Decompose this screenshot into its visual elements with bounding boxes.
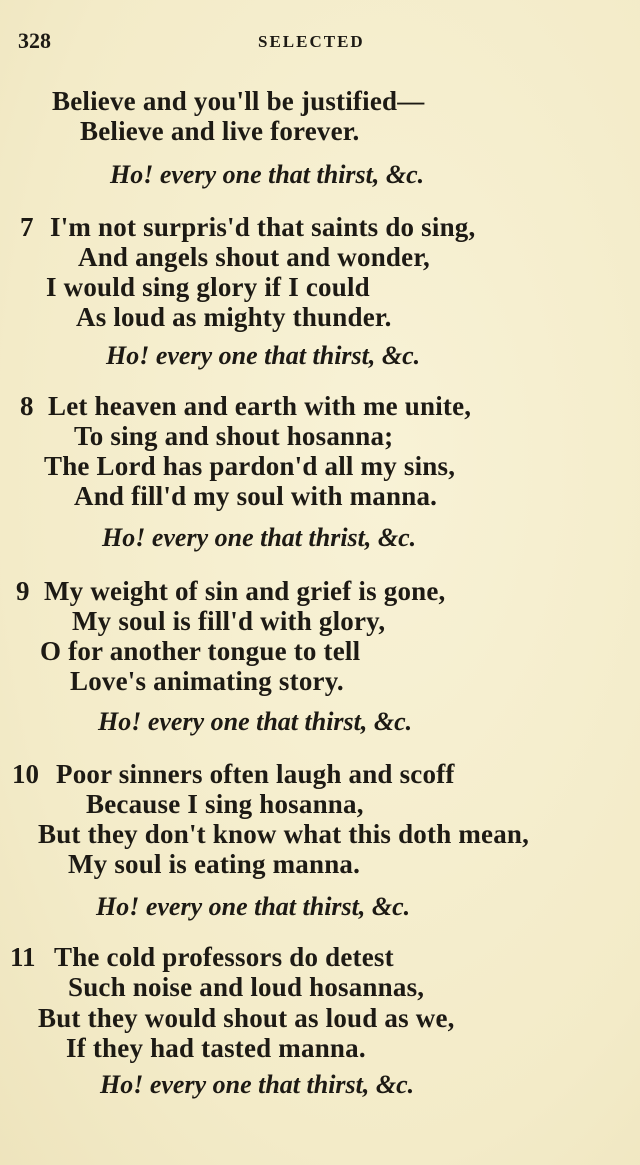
verse-line: Such noise and loud hosannas, [68,972,425,1002]
verse-line: And fill'd my soul with manna. [74,481,438,511]
verse-line: The Lord has pardon'd all my sins, [44,451,456,481]
verse-line: Believe and you'll be justified— [52,86,425,116]
verse-line: I'm not surpris'd that saints do sing, [50,212,476,242]
verse-line: If they had tasted manna. [66,1033,366,1063]
verse-number: 8 [20,391,34,421]
refrain-line: Ho! every one that thirst, &c. [96,892,411,921]
verse-line: Poor sinners often laugh and scoff [56,759,455,789]
verse-line: Because I sing hosanna, [86,789,364,819]
verse-line: O for another tongue to tell [40,636,361,666]
verse-number: 7 [20,212,34,242]
refrain-line: Ho! every one that thirst, &c. [106,341,421,370]
verse-line: But they would shout as loud as we, [38,1003,455,1033]
verse-line: Let heaven and earth with me unite, [48,391,472,421]
verse-number: 10 [12,759,39,789]
verse-line: My weight of sin and grief is gone, [44,576,446,606]
page-number: 328 [18,28,51,53]
refrain-line: Ho! every one that thirst, &c. [98,707,413,736]
verse-line: I would sing glory if I could [46,272,370,302]
running-title: SELECTED [258,32,365,51]
verse-line: The cold professors do detest [54,942,394,972]
verse-line: My soul is eating manna. [68,849,361,879]
refrain-line: Ho! every one that thirst, &c. [110,160,425,189]
verse-line: As loud as mighty thunder. [76,302,392,332]
refrain-line: Ho! every one that thrist, &c. [102,523,417,552]
verse-line: But they don't know what this doth mean, [38,819,530,849]
refrain-line: Ho! every one that thirst, &c. [100,1070,415,1099]
verse-number: 11 [10,942,36,972]
verse-number: 9 [16,576,30,606]
verse-line: And angels shout and wonder, [78,242,430,272]
verse-line: Love's animating story. [70,666,344,696]
verse-line: To sing and shout hosanna; [74,421,394,451]
verse-line: My soul is fill'd with glory, [72,606,386,636]
verse-line: Believe and live forever. [80,116,360,146]
